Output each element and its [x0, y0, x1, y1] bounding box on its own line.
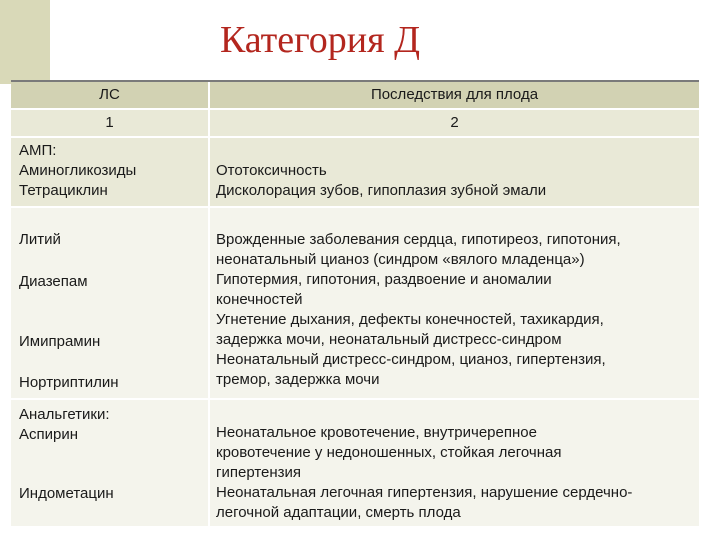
drug-cell	[11, 138, 208, 206]
drug-line: Имипрамин	[19, 333, 101, 350]
drug-line: Тетрациклин	[19, 182, 108, 199]
consequence-line: Неонатальное кровотечение, внутричерепное	[216, 424, 537, 441]
column-number-2: 2	[210, 110, 699, 136]
drug-line: Анальгетики:	[19, 406, 110, 423]
column-number-1: 1	[11, 110, 208, 136]
consequence-cell	[210, 208, 699, 398]
consequence-cell	[210, 400, 699, 526]
drug-line: АМП:	[19, 142, 57, 159]
table-number-row	[11, 110, 699, 136]
table-row	[11, 138, 699, 206]
drug-line: Аспирин	[19, 426, 79, 443]
consequence-line: легочной адаптации, смерть плода	[216, 504, 461, 521]
drug-line: Нортриптилин	[19, 374, 119, 391]
drug-line: Аминогликозиды	[19, 162, 137, 179]
consequence-line: Ототоксичность	[216, 162, 327, 179]
consequence-line: Угнетение дыхания, дефекты конечностей, тахикардия,	[216, 311, 604, 328]
consequence-line: Неонатальный дистресс-синдром, цианоз, гипертензия,	[216, 351, 606, 368]
consequence-line: Врожденные заболевания сердца, гипотиреоз, гипотония,	[216, 231, 621, 248]
header-drug: ЛС	[11, 82, 208, 108]
drug-cell	[11, 208, 208, 398]
page-title: Категория Д	[219, 19, 421, 61]
header-consequences: Последствия для плода	[210, 82, 699, 108]
consequence-line: гипертензия	[216, 464, 302, 481]
consequence-line: Дисколорация зубов, гипоплазия зубной эмали	[216, 182, 547, 199]
table-row	[11, 208, 699, 398]
consequence-line: кровотечение у недоношенных, стойкая легочная	[216, 444, 562, 461]
consequence-cell	[210, 138, 699, 206]
drug-line: Индометацин	[19, 485, 114, 502]
decorative-side-band	[0, 0, 50, 84]
consequence-line: неонатальный цианоз (синдром «вялого младенца»)	[216, 251, 585, 268]
consequence-line: конечностей	[216, 291, 303, 308]
drug-line: Диазепам	[19, 273, 88, 290]
drug-cell	[11, 400, 208, 526]
table-header-row	[11, 82, 699, 108]
drug-line: Литий	[19, 231, 61, 248]
consequence-line: Гипотермия, гипотония, раздвоение и аномалии	[216, 271, 552, 288]
consequence-line: Неонатальная легочная гипертензия, нарушение сердечно-	[216, 484, 633, 501]
table-row	[11, 400, 699, 526]
consequence-line: задержка мочи, неонатальный дистресс-синдром	[216, 331, 562, 348]
consequence-line: тремор, задержка мочи	[216, 371, 380, 388]
